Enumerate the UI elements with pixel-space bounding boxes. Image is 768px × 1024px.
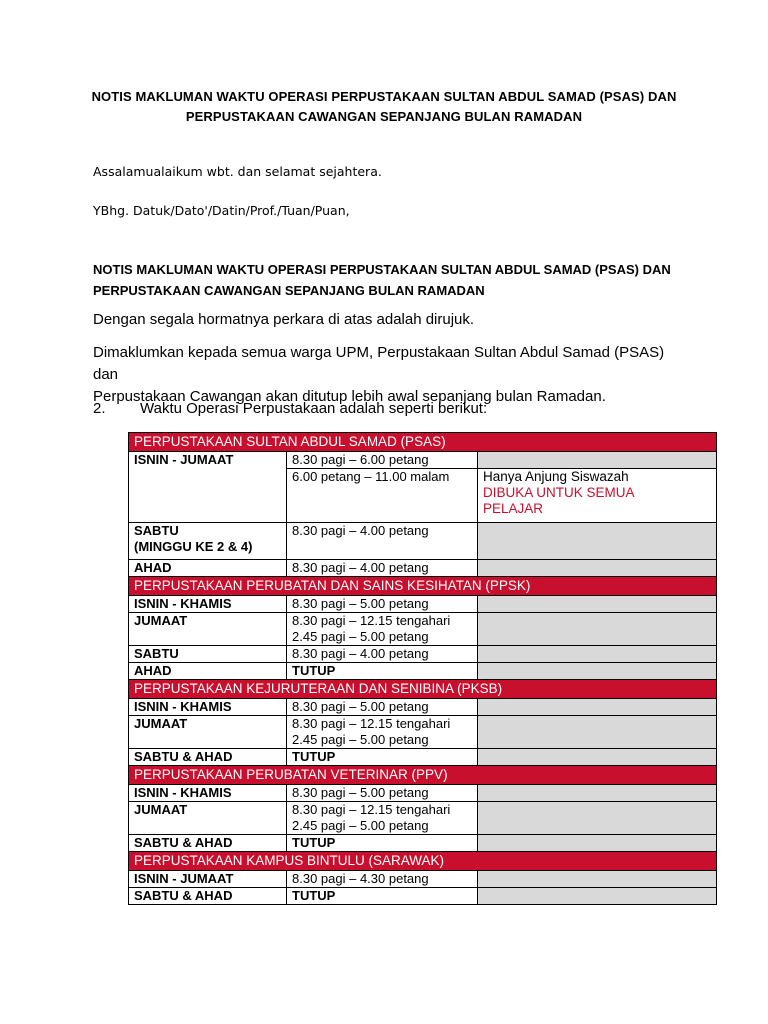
note-cell bbox=[478, 452, 717, 469]
note-cell bbox=[478, 523, 717, 560]
note-cell bbox=[478, 888, 717, 905]
time-cell: 8.30 pagi – 4.00 petang bbox=[287, 523, 478, 560]
table-row bbox=[129, 699, 717, 716]
note-cell bbox=[478, 469, 717, 523]
section-header-ppsk bbox=[129, 577, 717, 596]
day-cell: ISNIN - KHAMIS bbox=[129, 785, 287, 802]
table-row bbox=[129, 871, 717, 888]
time-cell: 8.30 pagi – 4.30 petang bbox=[287, 871, 478, 888]
day-sublabel: (MINGGU KE 2 & 4) bbox=[134, 539, 253, 554]
paragraph-schedule-intro: Waktu Operasi Perpustakaan adalah seperti berikut: bbox=[140, 400, 488, 417]
day-cell: SABTU & AHAD bbox=[129, 888, 287, 905]
schedule-table bbox=[128, 432, 717, 905]
time-cell: 6.00 petang – 11.00 malam bbox=[287, 469, 478, 523]
table-row bbox=[129, 835, 717, 852]
subject-heading bbox=[93, 259, 693, 301]
section-title: PERPUSTAKAAN PERUBATAN DAN SAINS KESIHATAN (PPSK) bbox=[129, 577, 717, 596]
salutation: YBhg. Datuk/Dato'/Datin/Prof./Tuan/Puan, bbox=[93, 203, 350, 218]
time-cell: TUTUP bbox=[287, 663, 478, 680]
time-cell: 8.30 pagi – 5.00 petang bbox=[287, 785, 478, 802]
note-cell bbox=[478, 646, 717, 663]
note-cell bbox=[478, 699, 717, 716]
table-row bbox=[129, 613, 717, 646]
day-cell: AHAD bbox=[129, 663, 287, 680]
table-row bbox=[129, 802, 717, 835]
section-title: PERPUSTAKAAN KAMPUS BINTULU (SARAWAK) bbox=[129, 852, 717, 871]
section-header-psas bbox=[129, 433, 717, 452]
section-title: PERPUSTAKAAN KEJURUTERAAN DAN SENIBINA (PKSB) bbox=[129, 680, 717, 699]
note-cell bbox=[478, 663, 717, 680]
paragraph-announcement-line2: Perpustakaan Cawangan akan ditutup lebih awal sepanjang bulan Ramadan. bbox=[93, 388, 606, 405]
note-cell bbox=[478, 871, 717, 888]
note-cell bbox=[478, 802, 717, 835]
time-cell: TUTUP bbox=[287, 749, 478, 766]
time-cell: TUTUP bbox=[287, 888, 478, 905]
table-row bbox=[129, 888, 717, 905]
greeting: Assalamualaikum wbt. dan selamat sejahtera. bbox=[93, 164, 382, 179]
time-cell: 8.30 pagi – 5.00 petang bbox=[287, 699, 478, 716]
day-cell: ISNIN - KHAMIS bbox=[129, 596, 287, 613]
document-title bbox=[60, 87, 708, 127]
table-row bbox=[129, 749, 717, 766]
note-cell bbox=[478, 560, 717, 577]
table-row bbox=[129, 646, 717, 663]
note-cell bbox=[478, 785, 717, 802]
time-line: 2.45 pagi – 5.00 petang bbox=[292, 732, 429, 747]
time-cell bbox=[287, 613, 478, 646]
subject-line2: PERPUSTAKAAN CAWANGAN SEPANJANG BULAN RAMADAN bbox=[93, 283, 485, 298]
note-cell bbox=[478, 749, 717, 766]
note-highlight: PELAJAR bbox=[483, 501, 544, 516]
table-row bbox=[129, 716, 717, 749]
document-title-line2: PERPUSTAKAAN CAWANGAN SEPANJANG BULAN RAMADAN bbox=[185, 109, 583, 124]
table-row bbox=[129, 560, 717, 577]
note-cell bbox=[478, 613, 717, 646]
time-cell: 8.30 pagi – 4.00 petang bbox=[287, 560, 478, 577]
table-row bbox=[129, 523, 717, 560]
paragraph-reference: Dengan segala hormatnya perkara di atas adalah dirujuk. bbox=[93, 311, 475, 328]
table-row bbox=[129, 452, 717, 469]
time-line: 8.30 pagi – 12.15 tengahari bbox=[292, 716, 451, 731]
day-label: SABTU bbox=[134, 523, 179, 538]
note-cell bbox=[478, 835, 717, 852]
time-line: 2.45 pagi – 5.00 petang bbox=[292, 629, 429, 644]
note-cell bbox=[478, 716, 717, 749]
subject-line1: NOTIS MAKLUMAN WAKTU OPERASI PERPUSTAKAAN SULTAN ABDUL SAMAD (PSAS) DAN bbox=[93, 262, 671, 277]
time-cell bbox=[287, 802, 478, 835]
paragraph-announcement-line1: Dimaklumkan kepada semua warga UPM, Perpustakaan Sultan Abdul Samad (PSAS) dan bbox=[93, 344, 665, 383]
table-row bbox=[129, 596, 717, 613]
day-cell: ISNIN - JUMAAT bbox=[129, 871, 287, 888]
section-header-bintulu bbox=[129, 852, 717, 871]
day-cell: SABTU & AHAD bbox=[129, 749, 287, 766]
day-cell: SABTU & AHAD bbox=[129, 835, 287, 852]
paragraph-number: 2. bbox=[93, 400, 106, 417]
section-header-ppv bbox=[129, 766, 717, 785]
section-title: PERPUSTAKAAN SULTAN ABDUL SAMAD (PSAS) bbox=[129, 433, 717, 452]
day-cell: JUMAAT bbox=[129, 613, 287, 646]
table-row bbox=[129, 785, 717, 802]
day-cell: AHAD bbox=[129, 560, 287, 577]
day-cell: ISNIN - KHAMIS bbox=[129, 699, 287, 716]
time-line: 8.30 pagi – 12.15 tengahari bbox=[292, 613, 451, 628]
section-title: PERPUSTAKAAN PERUBATAN VETERINAR (PPV) bbox=[129, 766, 717, 785]
document-title-line1: NOTIS MAKLUMAN WAKTU OPERASI PERPUSTAKAAN SULTAN ABDUL SAMAD (PSAS) DAN bbox=[91, 89, 677, 104]
table-row bbox=[129, 663, 717, 680]
time-cell bbox=[287, 716, 478, 749]
day-cell: SABTU bbox=[129, 646, 287, 663]
time-cell: 8.30 pagi – 6.00 petang bbox=[287, 452, 478, 469]
time-cell: 8.30 pagi – 5.00 petang bbox=[287, 596, 478, 613]
day-cell: JUMAAT bbox=[129, 802, 287, 835]
time-cell: TUTUP bbox=[287, 835, 478, 852]
time-line: 8.30 pagi – 12.15 tengahari bbox=[292, 802, 451, 817]
day-cell: JUMAAT bbox=[129, 716, 287, 749]
note-highlight: DIBUKA UNTUK SEMUA bbox=[483, 485, 635, 500]
time-cell: 8.30 pagi – 4.00 petang bbox=[287, 646, 478, 663]
section-header-pksb bbox=[129, 680, 717, 699]
time-line: 2.45 pagi – 5.00 petang bbox=[292, 818, 429, 833]
day-cell bbox=[129, 523, 287, 560]
note-cell bbox=[478, 596, 717, 613]
day-cell: ISNIN - JUMAAT bbox=[129, 452, 287, 523]
note-text: Hanya Anjung Siswazah bbox=[483, 469, 629, 484]
